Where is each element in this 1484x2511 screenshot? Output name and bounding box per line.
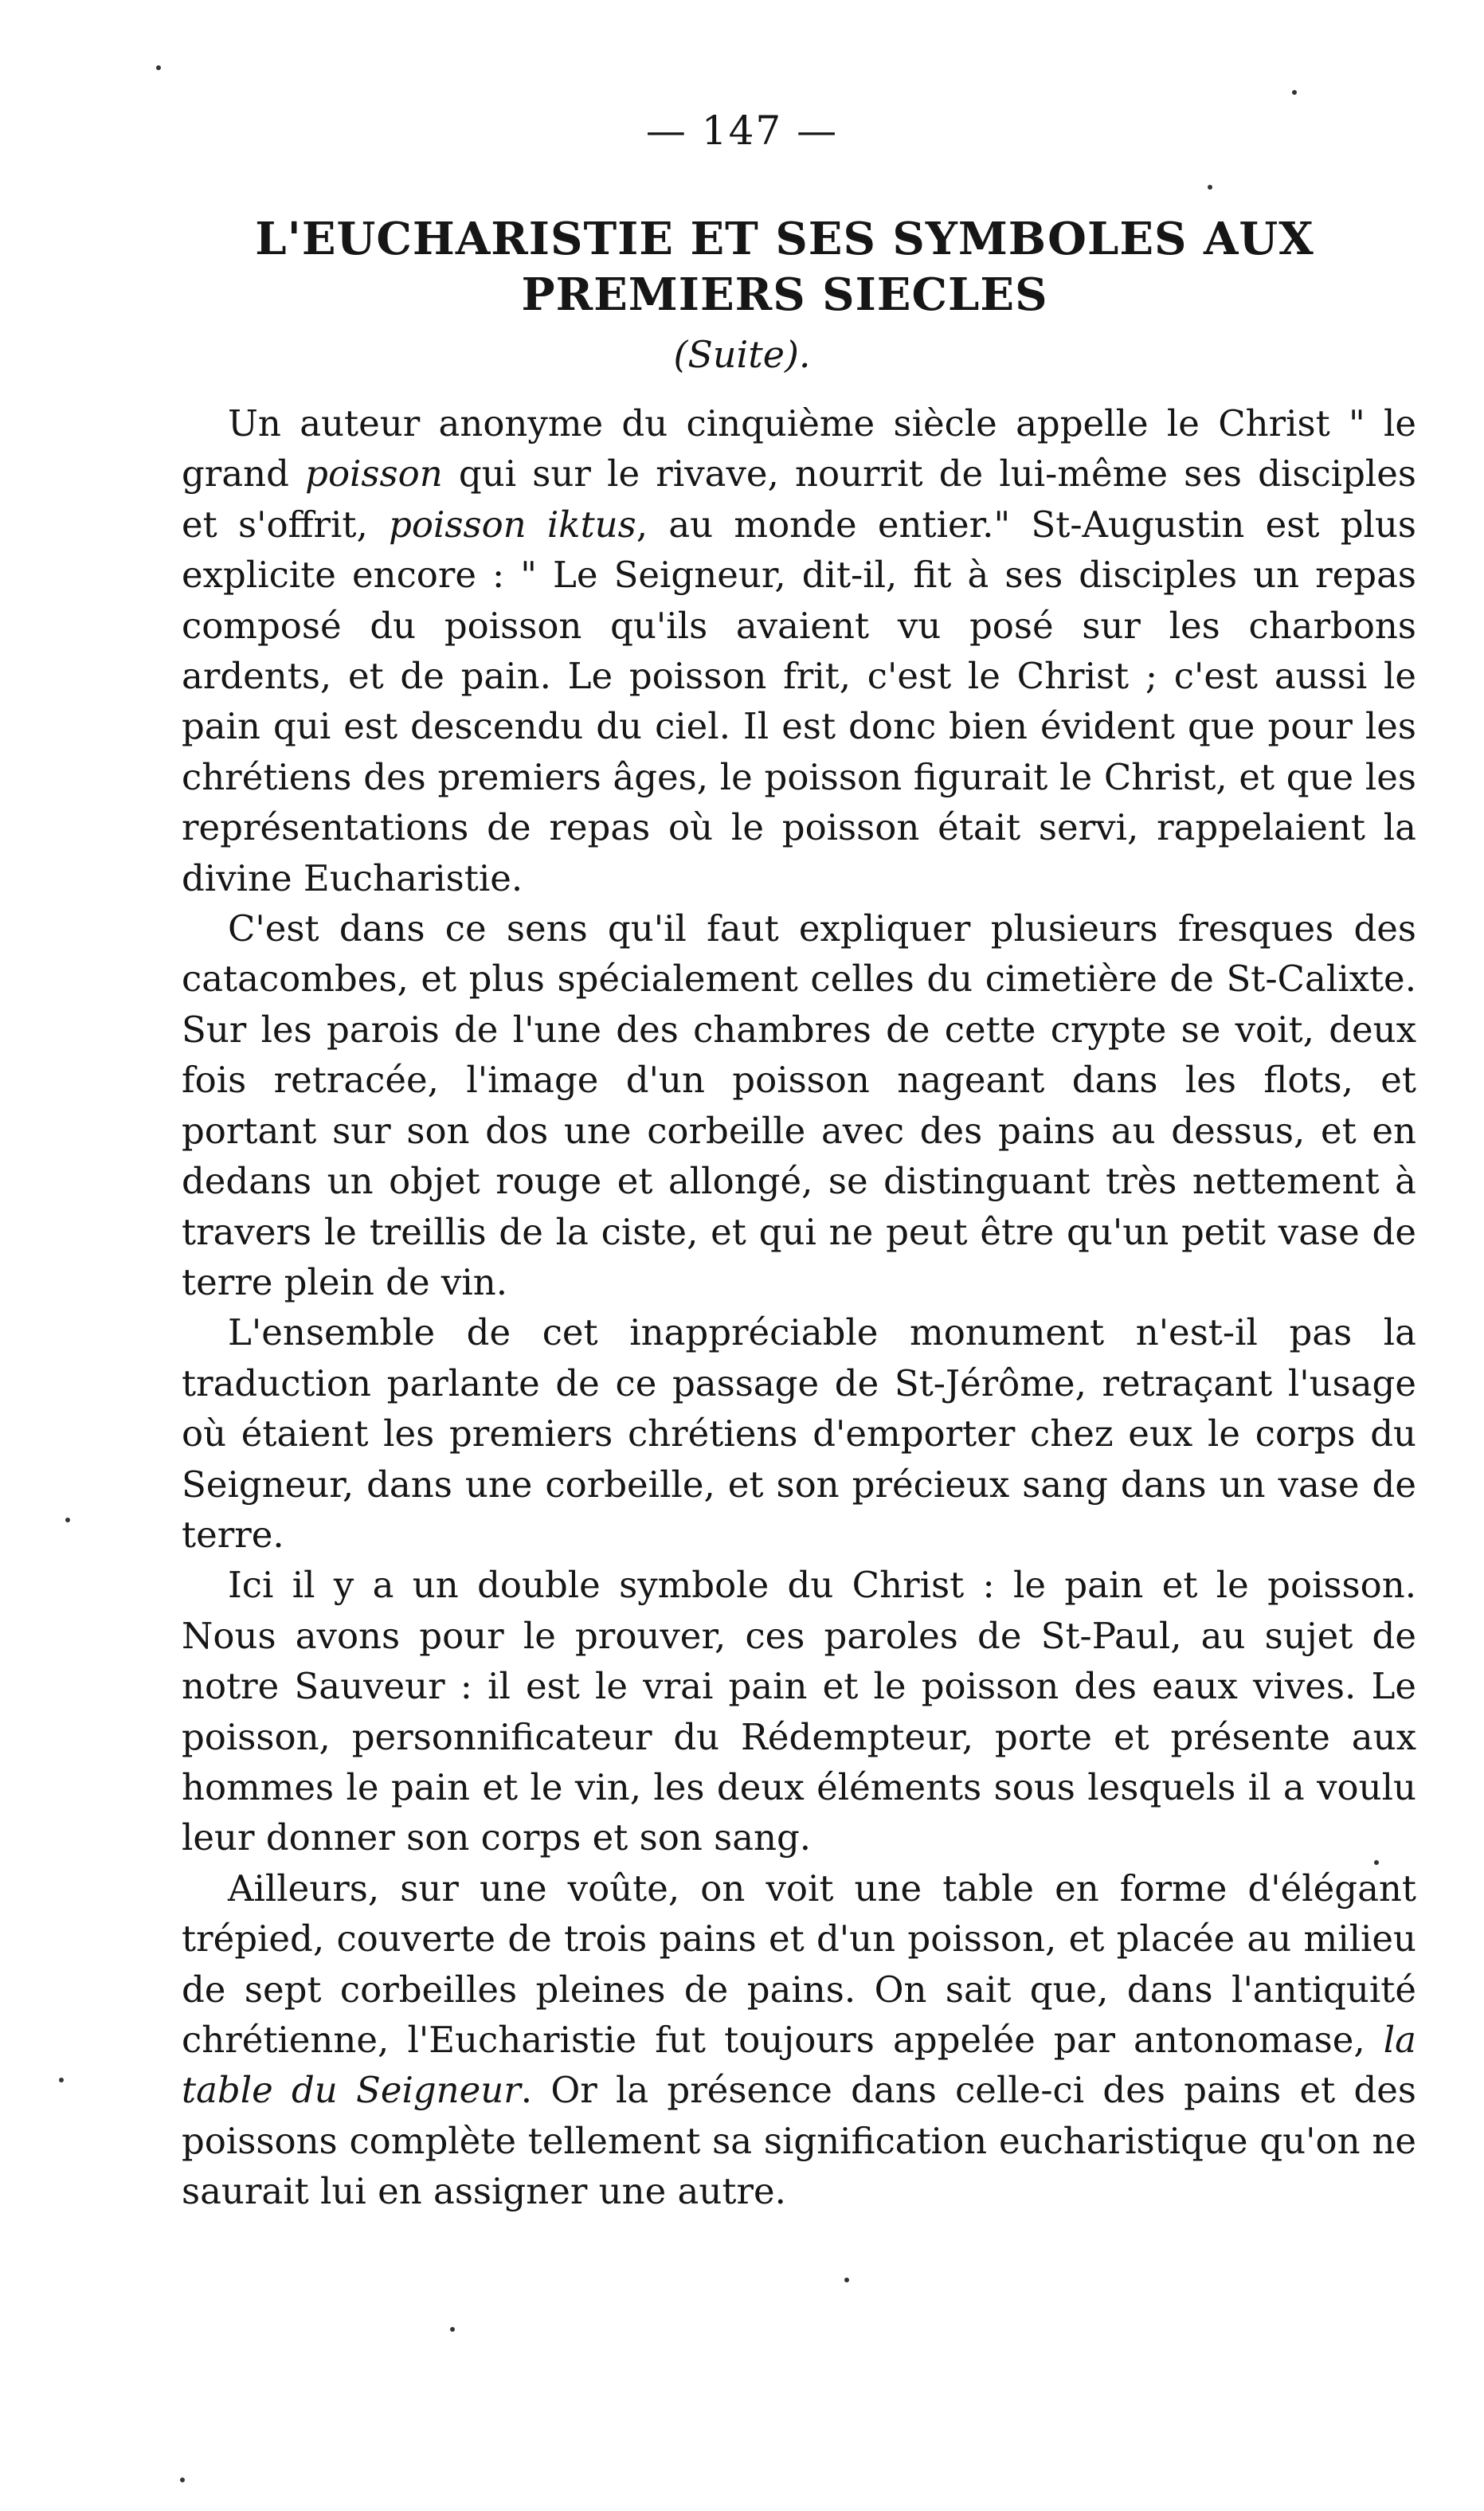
scan-speck	[1374, 1860, 1379, 1865]
paragraph	[182, 903, 1416, 1307]
text-span: Ici il y a un double symbole du Christ : le pain et le poisson. Nous avons pour le prouver, ces paroles de St-Paul, au sujet de notre Sauveur : il est le vrai pain et le poisson des eaux vives. Le poisson, personnificateur du Rédempteur, porte et présente aux hommes le pain et le vin, les deux éléments sous lesquels il a voulu leur donner son corps et son sang.	[182, 1564, 1416, 1859]
text-span: C'est dans ce sens qu'il faut expliquer plusieurs fresques des catacombes, et plus spécialement celles du cimetière de St-Calixte. Sur les parois de l'une des chambres de cette crypte se voit, deux fois retracée, l'image d'un poisson nageant dans les flots, et portant sur son dos une corbeille avec des pains au dessus, et en dedans un objet rouge et allongé, se distinguant très nettement à travers le treillis de la ciste, et qui ne peut être qu'un petit vase de terre plein de vin.	[182, 907, 1416, 1303]
scan-speck	[1292, 90, 1297, 95]
text-span: . Or la présence dans celle-ci des pains et des poissons complète tellement sa signification eucharistique qu'on ne saurait lui en assigner une autre.	[182, 2069, 1416, 2213]
paragraph	[182, 1863, 1416, 2217]
scan-speck	[59, 2078, 64, 2082]
scan-speck	[156, 65, 161, 70]
italic-text: la table du Seigneur	[182, 2019, 1416, 2112]
body-text	[182, 398, 1416, 2217]
text-span: Ailleurs, sur une voûte, on voit une table en forme d'élégant trépied, couverte de trois pains et d'un poisson, et placée au milieu de sept corbeilles pleines de pains. On sait que, dans l'antiquité chrétienne, l'Eucharistie fut toujours appelée par antonomase,	[182, 1867, 1416, 2061]
text-span: qui sur le rivave, nourrit de lui-même ses disciples et s'offrit,	[182, 452, 1416, 546]
text-span: L'ensemble de cet inappréciable monument n'est-il pas la traduction parlante de ce passage de St-Jérôme, retraçant l'usage où étaient les premiers chrétiens d'emporter chez eux le corps du Seigneur, dans une corbeille, et son précieux sang dans un vase de terre.	[182, 1311, 1416, 1556]
chapter-title: L'EUCHARISTIE ET SES SYMBOLES AUX PREMIERS SIECLES	[255, 213, 1314, 321]
page-number: — 147 —	[645, 108, 839, 154]
chapter-subtitle: (Suite).	[673, 333, 811, 376]
italic-text: poisson iktus	[389, 503, 636, 546]
text-span: Un auteur anonyme du cinquième siècle appelle le Christ " le grand	[182, 402, 1416, 496]
text-span: , au monde entier." St-Augustin est plus explicite encore : " Le Seigneur, dit-il, fit à ses disciples un repas composé du poisson qu'ils avaient vu posé sur les charbons ardents, et de pain. Le poisson frit, c'est le Christ ; c'est aussi le pain qui est descendu du ciel. Il est donc bien évident que pour les chrétiens des premiers âges, le poisson figurait le Christ, et que les représentations de repas où le poisson était servi, rappelaient la divine Eucharistie.	[182, 503, 1416, 899]
scan-speck	[844, 2278, 849, 2282]
paragraph	[182, 1307, 1416, 1560]
scan-speck	[450, 2327, 455, 2332]
paragraph	[182, 398, 1416, 903]
scan-speck	[65, 1518, 70, 1522]
paragraph	[182, 1560, 1416, 1863]
italic-text: poisson	[305, 452, 443, 496]
scan-speck	[1208, 185, 1212, 190]
scan-speck	[180, 2478, 185, 2482]
